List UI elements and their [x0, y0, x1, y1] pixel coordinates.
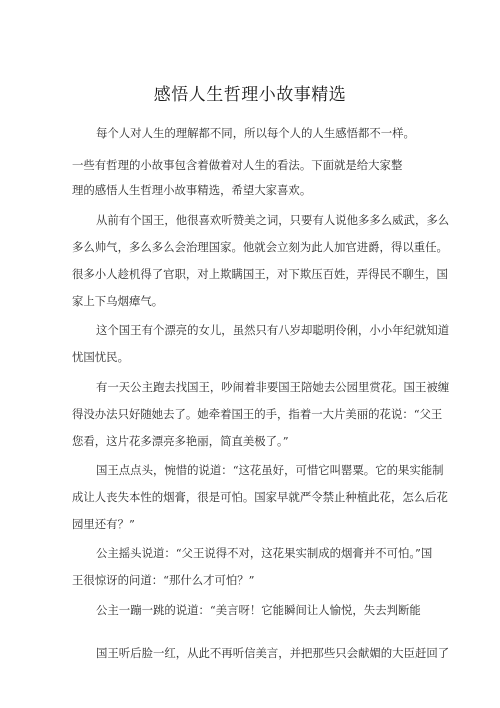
paragraph-line: 这个国王有个漂亮的女儿，虽然只有八岁却聪明伶俐，小小年纪就知道 — [96, 323, 450, 337]
paragraph-line: 理的感悟人生哲理小故事精选，希望大家喜欢。 — [72, 183, 312, 197]
paragraph-line: 家上下乌烟瘴气。 — [72, 294, 164, 308]
paragraph-line: 王很惊讶的问道：“那什么才可怕？” — [72, 573, 255, 587]
paragraph-line: 公主摇头说道：“父王说得不对，这花果实制成的烟膏并不可怕。”国 — [96, 546, 433, 560]
paragraph-line: 有一天公主跑去找国王，吵闹着非要国王陪她去公园里赏花。国王被缠 — [96, 380, 450, 394]
paragraph-line: 很多小人趁机得了官职，对上欺瞒国王，对下欺压百姓，弄得民不聊生，国 — [72, 267, 448, 281]
paragraph-line: 一些有哲理的小故事包含着做着对人生的看法。下面就是给大家整 — [72, 158, 403, 172]
paragraph-line: 成让人丧失本性的烟膏，很是可怕。国家早就严令禁止种植此花，怎么后花 — [72, 490, 448, 504]
paragraph-line: 国王听后脸一红，从此不再听信美言，并把那些只会献媚的大臣赶回了 — [96, 646, 450, 660]
paragraph-line: 每个人对人生的理解都不同，所以每个人的人生感悟都不一样。 — [96, 126, 415, 140]
paragraph-line: 国王点点头，惋惜的说道：“这花虽好，可惜它叫罂粟。它的果实能制 — [96, 463, 444, 477]
paragraph-line: 忧国忧民。 — [72, 350, 129, 364]
paragraph-line: 多么帅气，多么多么会治理国家。他就会立刻为此人加官进爵，得以重任。 — [72, 240, 448, 254]
paragraph-line: 您看，这片花多漂亮多艳丽，简直美极了。” — [72, 434, 289, 448]
paragraph-line: 公主一蹦一跳的说道：“美言呀！它能瞬间让人愉悦，失去判断能 — [96, 603, 421, 617]
paragraph-line: 得没办法只好随她去了。她牵着国王的手，指着一大片美丽的花说：“父王 — [72, 407, 443, 421]
paragraph-line: 从前有个国王，他很喜欢听赞美之词，只要有人说他多多么威武，多么 — [96, 213, 450, 227]
paragraph-line: 园里还有？” — [72, 517, 135, 531]
document-title: 感悟人生哲理小故事精选 — [153, 85, 347, 105]
